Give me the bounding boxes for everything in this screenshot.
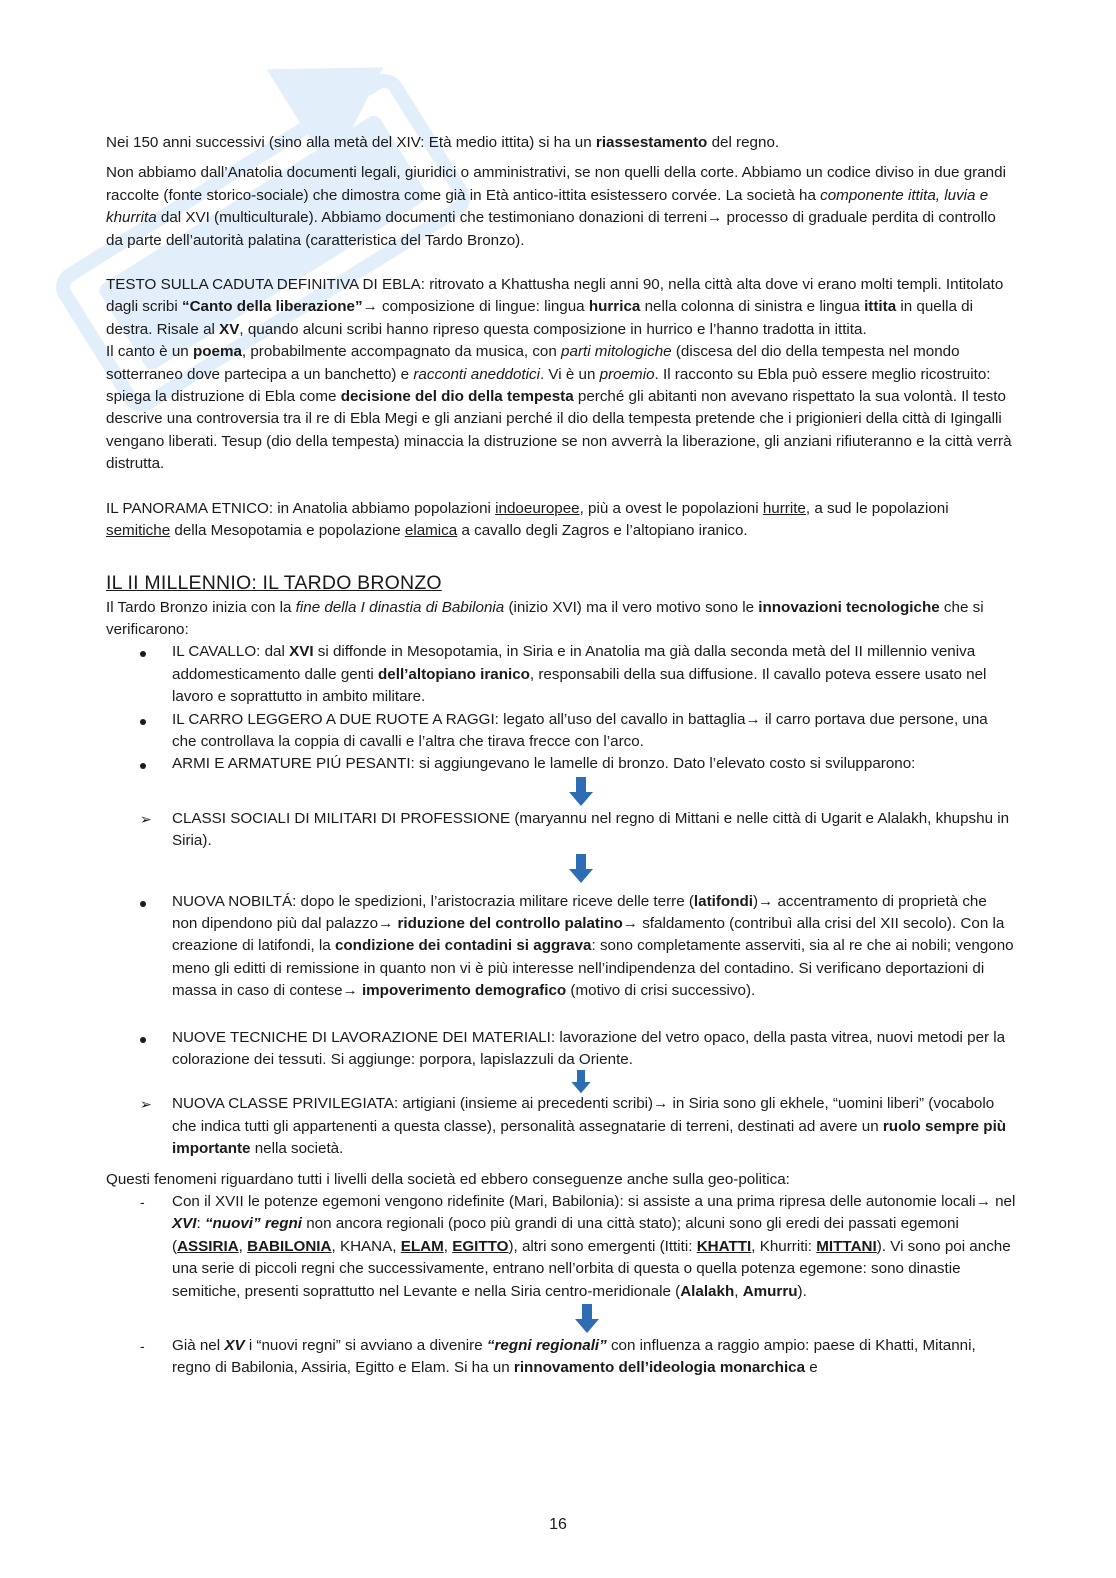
paragraph-fenomeni: Questi fenomeni riguardano tutti i livelli della società ed ebbero conseguenze anche sulla geo-politica: bbox=[106, 1170, 790, 1188]
list-item: NUOVA NOBILTÁ: dopo le spedizioni, l’aristocrazia militare riceve delle terre (latifondi)→ accentramento di proprietà che non dipendono più dal palazzo→ riduzione del controllo palatino→ sfaldamento (contribuì alla crisi del XII secolo). Con la creazione di latifondi, la condizione dei contadini si aggrava: sono completamente asserviti, sia al re che ai nobili; vengono meno gli editti di remissione in quanto non vi è più interesse nell’indipendenza del contadino. Si verificano deportazioni di massa in caso di contese→ impoverimento demografico (motivo di crisi successivo). bbox=[106, 891, 1016, 1003]
paragraph-panorama: IL PANORAMA ETNICO: in Anatolia abbiamo popolazioni indoeuropee, più a ovest le popolazioni hurrite, a sud le popolazioni semitiche della Mesopotamia e popolazione elamica a cavallo degli Zagros e l’altopiano iranico. bbox=[106, 499, 949, 540]
down-arrow-icon bbox=[106, 853, 1016, 885]
right-arrow-icon: → bbox=[342, 982, 358, 1000]
list-item: - Già nel XV i “nuovi regni” si avviano a divenire “regni regionali” con influenza a raggio ampio: paese di Khatti, Mitanni, regno di Babilonia, Assiria, Egitto e Elam. Si ha un rinnovamento dell’ideologia monarchica e bbox=[140, 1337, 976, 1377]
document-page bbox=[106, 132, 1016, 1380]
right-arrow-icon: → bbox=[975, 1193, 991, 1211]
paragraph-riassestamento: Nei 150 anni successivi (sino alla metà del XIV: Età medio ittita) si ha un riassestamento del regno. bbox=[106, 134, 780, 151]
down-arrow-icon bbox=[106, 776, 1016, 808]
arrowhead-bullet-icon: ➢ bbox=[140, 810, 152, 827]
dash-bullet: - bbox=[140, 1194, 145, 1211]
down-arrow-icon bbox=[106, 1071, 1016, 1093]
list-item: IL CARRO LEGGERO A DUE RUOTE A RAGGI: legato all’uso del cavallo in battaglia→ il carro portava due persone, una che controllava la coppia di cavalli e l’altra che tirava frecce con l’arco. bbox=[106, 709, 1016, 754]
right-arrow-icon: → bbox=[622, 914, 638, 932]
paragraph-ebla: TESTO SULLA CADUTA DEFINITIVA DI EBLA: ritrovato a Khattusha negli anni 90, nella città alta dove vi erano molti templi. Intitolato dagli scribi “Canto della liberazione”→ composizione di lingue: lingua hurrica nella colonna di sinistra e lingua ittita in quella di destra. Risale al XV, quando alcuni scribi hanno ripreso questa composizione in hurrico e l’hanno tradotta in ittita. bbox=[106, 276, 1004, 338]
bullet-icon bbox=[140, 709, 160, 731]
right-arrow-icon: → bbox=[362, 298, 378, 316]
down-arrow-icon bbox=[106, 1303, 1016, 1335]
page-number: 16 bbox=[549, 1516, 567, 1533]
arrowhead-bullet-icon: ➢ bbox=[140, 1096, 152, 1113]
list-item: ARMI E ARMATURE PIÚ PESANTI: si aggiungevano le lamelle di bronzo. Dato l’elevato costo si svilupparono: bbox=[106, 753, 1016, 775]
bullet-icon bbox=[140, 641, 160, 663]
list-item: ➢ CLASSI SOCIALI DI MILITARI DI PROFESSIONE (maryannu nel regno di Mittani e nelle città di Ugarit e Alalakh, khupshu in Siria). bbox=[140, 809, 1010, 850]
right-arrow-icon: → bbox=[745, 710, 761, 728]
section-heading: IL II MILLENNIO: IL TARDO BRONZO bbox=[106, 571, 442, 594]
bullet-icon bbox=[140, 753, 160, 775]
bullet-icon bbox=[140, 891, 160, 913]
list-item: ➢ NUOVA CLASSE PRIVILEGIATA: artigiani (insieme ai precedenti scribi)→ in Siria sono gli ekhele, “uomini liberi” (vocabolo che indica tutti gli appartenenti a questa classe), personalità assegnatarie di terreni, destinati ad avere un ruolo sempre più importante nella società. bbox=[140, 1095, 1007, 1158]
right-arrow-icon: → bbox=[707, 209, 723, 227]
paragraph-tardo-bronzo: Il Tardo Bronzo inizia con la fine della I dinastia di Babilonia (inizio XVI) ma il vero motivo sono le innovazioni tecnologiche che si verificarono: bbox=[106, 598, 984, 638]
list-item: IL CAVALLO: dal XVI si diffonde in Mesopotamia, in Siria e in Anatolia ma già dalla seconda metà del II millennio veniva addomesticamento dalle genti dell’altopiano iranico, responsabili della sua diffusione. Il cavallo poteva essere usato nel lavoro e soprattutto in ambito militare. bbox=[106, 641, 1016, 708]
bullet-icon bbox=[140, 1027, 160, 1049]
right-arrow-icon: → bbox=[758, 892, 774, 910]
dash-bullet: - bbox=[140, 1338, 145, 1355]
paragraph-documenti: Non abbiamo dall’Anatolia documenti legali, giuridici o amministrativi, se non quelli della corte. Abbiamo un codice diviso in due grandi raccolte (fonte storico-sociale) che dimostra come già in Età antico-ittita esistessero corvée. La società ha componente ittita, luvia e khurrita dal XVI (multiculturale). Abbiamo documenti che testimoniano donazioni di terreni→ processo di graduale perdita di controllo da parte dell’autorità palatina (caratteristica del Tardo Bronzo). bbox=[106, 164, 1006, 249]
right-arrow-icon: → bbox=[378, 914, 394, 932]
list-item: - Con il XVII le potenze egemoni vengono ridefinite (Mari, Babilonia): si assiste a una prima ripresa delle autonomie locali→ nel XVI: “nuovi” regni non ancora regionali (poco più grandi di una città stato); alcuni sono gli eredi dei passati egemoni (ASSIRIA, BABILONIA, KHANA, ELAM, EGITTO), altri sono emergenti (Ittiti: KHATTI, Khurriti: MITTANI). Vi sono poi anche una serie di piccoli regni che successivamente, entrano nell’orbita di questa o quella potenza egemone: sono dinastie semitiche, presenti soprattutto nel Levante e nella Siria centro-meridionale (Alalakh, Amurru). bbox=[140, 1193, 1016, 1300]
list-item: NUOVE TECNICHE DI LAVORAZIONE DEI MATERIALI: lavorazione del vetro opaco, della pasta vitrea, nuovi metodi per la colorazione dei tessuti. Si aggiunge: porpora, lapislazzuli da Oriente. bbox=[106, 1027, 1016, 1072]
right-arrow-icon: → bbox=[653, 1095, 669, 1113]
paragraph-canto: Il canto è un poema, probabilmente accompagnato da musica, con parti mitologiche (discesa del dio della tempesta nel mondo sotterraneo dove partecipa a un banchetto) e racconti aneddotici. Vi è un proemio. Il racconto su Ebla può essere meglio ricostruito: spiega la distruzione di Ebla come decisione del dio della tempesta perché gli abitanti non avevano rispettato la sua volontà. Il testo descrive una controversia tra il re di Ebla Megi e gli anziani perché il dio della tempesta pretende che i prigionieri della città di Igingalli vengano liberati. Tesup (dio della tempesta) minaccia la distruzione se non avverrà la liberazione, gli anziani rifiuteranno e la città verrà distrutta. bbox=[106, 343, 1012, 473]
